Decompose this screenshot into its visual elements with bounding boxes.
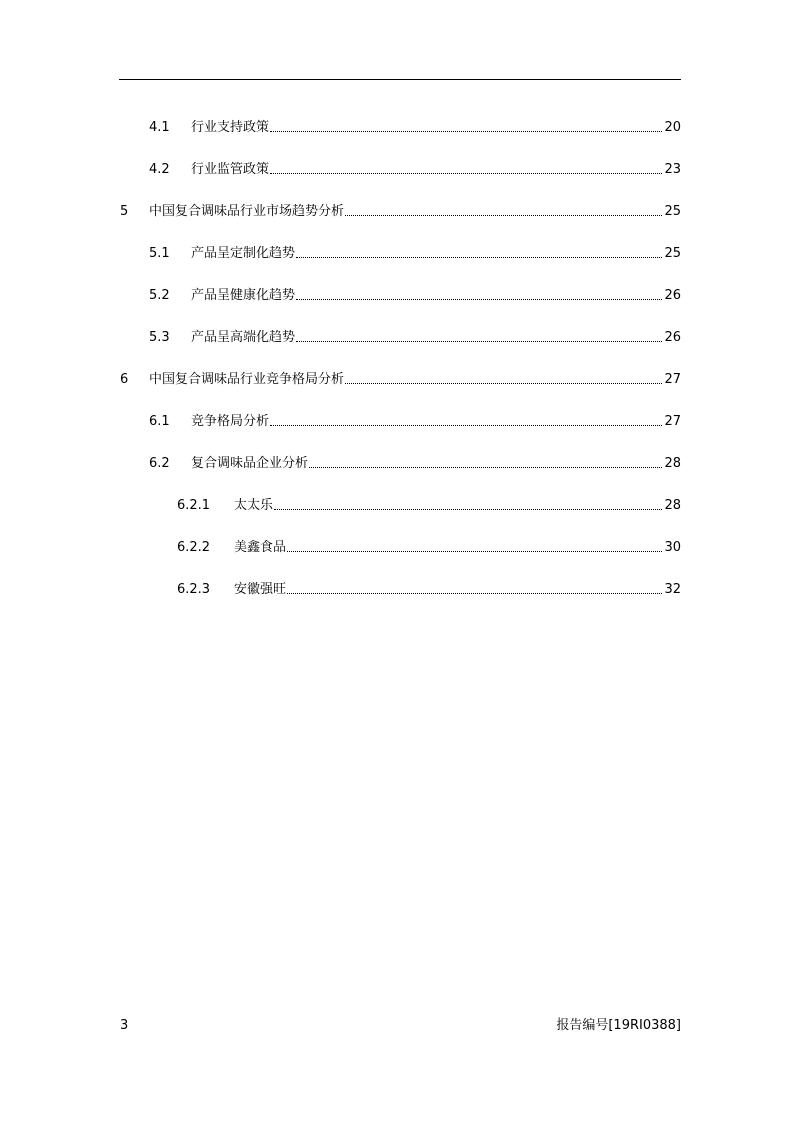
toc-title: 产品呈高端化趋势	[191, 330, 296, 345]
toc-number: 6.2.1	[177, 498, 211, 513]
dot-leader	[274, 509, 662, 510]
toc-title: 中国复合调味品行业竞争格局分析	[149, 372, 345, 387]
dot-leader	[309, 467, 662, 468]
toc-entry[interactable]	[149, 326, 681, 346]
dot-leader	[270, 425, 662, 426]
dot-leader	[270, 131, 662, 132]
toc-page: 23	[664, 162, 681, 177]
toc-title: 美鑫食品	[234, 540, 287, 555]
toc-entry[interactable]	[177, 494, 681, 514]
toc-title: 中国复合调味品行业市场趋势分析	[149, 204, 345, 219]
toc-number: 6.2.2	[177, 540, 211, 555]
toc-page: 26	[664, 288, 681, 303]
toc-title: 太太乐	[234, 498, 274, 513]
toc-entry[interactable]	[149, 158, 681, 178]
toc-page: 27	[664, 414, 681, 429]
toc-page: 30	[664, 540, 681, 555]
toc-entry[interactable]	[149, 242, 681, 262]
dot-leader	[345, 215, 662, 216]
toc-title: 产品呈定制化趋势	[191, 246, 296, 261]
dot-leader	[345, 383, 662, 384]
toc-number: 6	[120, 372, 129, 387]
toc-page: 28	[664, 498, 681, 513]
dot-leader	[296, 257, 662, 258]
footer-report-id: 报告编号[19RI0388]	[556, 1018, 681, 1033]
toc-number: 6.1	[149, 414, 170, 429]
toc-number: 6.2	[149, 456, 170, 471]
footer-page-number: 3	[120, 1018, 129, 1033]
toc-title: 竞争格局分析	[191, 414, 270, 429]
toc-title: 产品呈健康化趋势	[191, 288, 296, 303]
toc-entry[interactable]	[177, 578, 681, 598]
toc-page: 25	[664, 204, 681, 219]
dot-leader	[296, 341, 662, 342]
toc-number: 6.2.3	[177, 582, 211, 597]
toc-page: 32	[664, 582, 681, 597]
toc-number: 5.1	[149, 246, 170, 261]
toc-entry[interactable]	[120, 368, 681, 388]
dot-leader	[287, 551, 662, 552]
toc-number: 5	[120, 204, 129, 219]
toc-title: 行业监管政策	[191, 162, 270, 177]
toc-entry[interactable]	[177, 536, 681, 556]
toc-entry[interactable]	[149, 410, 681, 430]
toc-number: 5.3	[149, 330, 170, 345]
dot-leader	[296, 299, 662, 300]
toc-number: 4.1	[149, 120, 170, 135]
dot-leader	[287, 593, 662, 594]
toc-entry[interactable]	[149, 116, 681, 136]
toc-title: 复合调味品企业分析	[191, 456, 309, 471]
toc-page: 27	[664, 372, 681, 387]
toc-number: 5.2	[149, 288, 170, 303]
toc-entry[interactable]	[120, 200, 681, 220]
toc-page: 28	[664, 456, 681, 471]
toc-page: 26	[664, 330, 681, 345]
toc-number: 4.2	[149, 162, 170, 177]
toc-entry[interactable]	[149, 284, 681, 304]
dot-leader	[270, 173, 662, 174]
toc-page: 20	[664, 120, 681, 135]
toc-entry[interactable]	[149, 452, 681, 472]
toc-title: 行业支持政策	[191, 120, 270, 135]
toc-title: 安徽强旺	[234, 582, 287, 597]
toc-page: 25	[664, 246, 681, 261]
